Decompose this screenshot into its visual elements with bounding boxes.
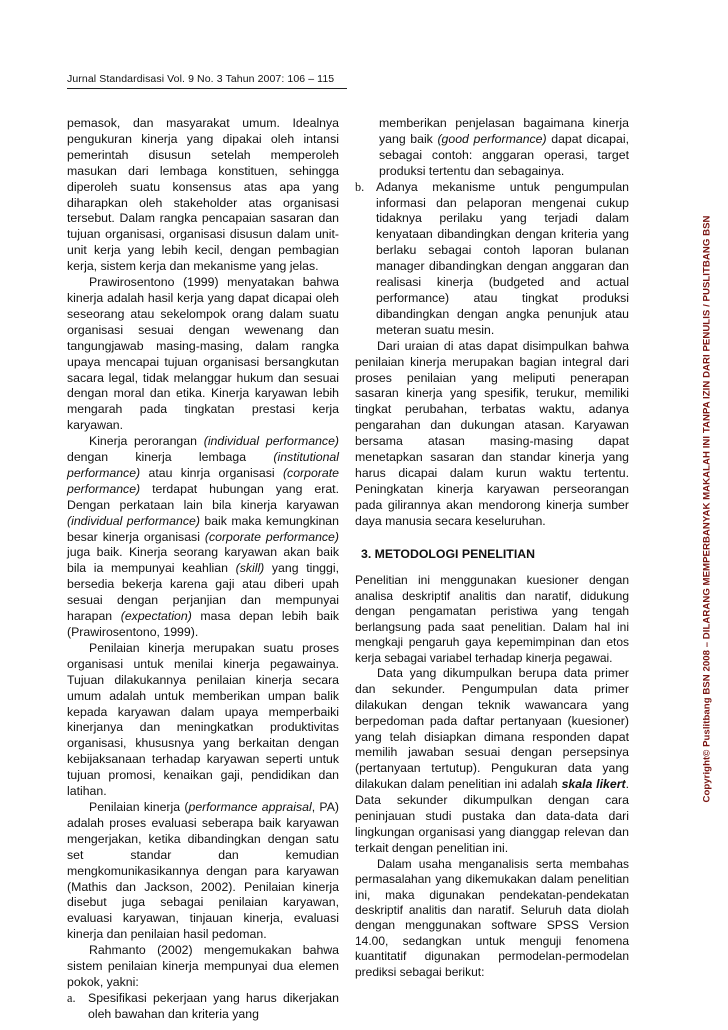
paragraph-rahmanto: Rahmanto (2002) mengemukakan bahwa sistem penilaian kinerja mempunyai dua elemen pokok, yakni: — [67, 943, 339, 989]
paragraph-stakeholder: pemasok, dan masyarakat umum. Idealnya pengukuran kinerja yang dipakai oleh intansi pemerintah disusun setelah memperoleh masukan dari lembaga konstituen, sehingga diperoleh suatu konsensus atas apa yang diharapkan oleh stakeholder atas organisasi tersebut. Dalam rangka pencapaian sasaran dan tujuan organisasi, organisasi disusun dalam unit-unit kerja yang lebih kecil, dengan pembagian kerja, sistem kerja dan mekanisme yang jelas. — [67, 116, 339, 274]
list-item-a-continued: memberikan penjelasan bagaimana kinerja yang baik (good performance) dapat dicapai, sebagai contoh: anggaran operasi, target produksi tertentu dan sebagainya. — [379, 116, 629, 178]
copyright-side-text: Copyright© Puslitbang BSN 2008 – DILARANG MEMPERBANYAK MAKALAH INI TANPA IZIN DARI PENULIS / PUSLITBANG BSN — [701, 215, 713, 803]
list-item-b-text: Adanya mekanisme untuk pengumpulan informasi dan pelaporan mengenai cukup tidaknya perilaku yang terjadi dalam kenyataan dibandingkan dengan kriteria yang berlaku sebagai contoh laporan bulanan manager dibandingkan dengan anggaran dan realisasi kinerja (budgeted and actual performance) atau tingkat produksi dibandingkan dengan angka penunjuk atau meteran suatu mesin. — [376, 179, 629, 337]
list-item-a — [67, 991, 339, 1023]
paragraph-penilaian-kinerja: Penilaian kinerja merupakan suatu proses organisasi untuk menilai kinerja pegawainya. Tujuan dilakukannya penilaian kinerja secara umum adalah untuk memberikan umpan balik kepada karyawan dalam upaya memperbaiki kinerjanya dan meningkatkan produktivitas organisasi, khususnya yang berkaitan dengan kebijaksanaan terhadap karyawan seperti untuk tujuan promosi, kenaikan gaji, pendidikan dan latihan. — [67, 640, 339, 799]
copyright-side-notice — [700, 154, 714, 864]
list-marker-a: a. — [67, 990, 76, 1005]
paragraph-method: Penelitian ini menggunakan kuesioner dengan analisa deskriptif analitis dan naratif, didukung dengan pengamatan peristiwa yang tengah berlangsung pada saat penelitian. Dalam hal ini mengkaji pengaruh gaya kepemimpinan dan etos kerja sebagai variabel terhadap kinerja pegawai. — [355, 573, 629, 665]
list-marker-b: b. — [355, 179, 365, 194]
paragraph-summary: Dari uraian di atas dapat disimpulkan bahwa penilaian kinerja merupakan bagian integral dari proses penilaian yang meliputi penerapan sasaran kinerja yang spesifik, terukur, memiliki tingkat perubahan, terbatas waktu, adanya pengarahan dan dukungan atasan. Karyawan bersama atasan masing-masing dapat menetapkan sasaran dan standar kinerja yang harus dicapai dalam kurun waktu tertentu. Peningkatan kinerja karyawan perseorangan pada gilirannya akan mendorong kinerja sumber daya manusia secara keseluruhan. — [355, 338, 629, 528]
paragraph-analysis: Dalam usaha menganalisis serta membahas permasalahan yang dikemukakan dalam penelitian ini, maka digunakan pendekatan-pendekatan deskriptif analitis dan naratif. Seluruh data diolah dengan menggunakan software SPSS Version 14.00, sedangkan untuk menguji fenomena kuantitatif digunakan permodelan-permodelan prediksi sebagai berikut: — [355, 856, 629, 979]
left-column — [67, 116, 339, 1023]
paragraph-performance-appraisal: Penilaian kinerja (performance appraisal, PA) adalah proses evaluasi seberapa baik karyawan mengerjakan, ketika dibandingkan dengan satu set standar dan kemudian mengkomunikasikannya dengan para karyawan (Mathis dan Jackson, 2002). Penilaian kinerja disebut juga sebagai penilaian karyawan, evaluasi karyawan, tinjauan kinerja, evaluasi kinerja dan penilaian hasil pedoman. — [67, 799, 339, 942]
list-item-a-text: Spesifikasi pekerjaan yang harus dikerjakan oleh bawahan dan kriteria yang — [88, 990, 339, 1021]
paragraph-kinerja-perorangan: Kinerja perorangan (individual performance) dengan kinerja lembaga (institutional performance) atau kinrja organisasi (corporate performance) terdapat hubungan yang erat. Dengan perkataan lain bila kinerja karyawan (individual performance) baik maka kemungkinan besar kinerja organisasi (corporate performance) juga baik. Kinerja seorang karyawan akan baik bila ia mempunyai keahlian (skill) yang tinggi, bersedia bekerja karena gaji atau diberi upah sesuai dengan perjanjian dan mempunyai harapan (expectation) masa depan lebih baik (Prawirosentono, 1999). — [67, 434, 340, 639]
list-item-b — [355, 180, 629, 339]
header-rule — [67, 88, 347, 89]
paragraph-data-collection: Data yang dikumpulkan berupa data primer dan sekunder. Pengumpulan data primer dilakukan dengan teknik wawancara yang berpedoman pada daftar pertanyaan (kuesioner) yang telah disiapkan dimana responden dapat memilih jawaban sesuai dengan persepsinya (pertanyaan tertutup). Pengukuran data yang dilakukan dalam penelitian ini adalah skala likert. Data sekunder dikumpulkan dengan cara peninjauan studi pustaka dan data-data dari lingkungan organisasi yang dianggap relevan dan terkait dengan penelitian ini. — [355, 665, 629, 855]
section-heading: 3. METODOLOGI PENELITIAN — [361, 546, 535, 561]
right-column — [355, 116, 629, 980]
journal-header: Jurnal Standardisasi Vol. 9 No. 3 Tahun 2007: 106 – 115 — [67, 73, 335, 85]
paragraph-prawirosentono: Prawirosentono (1999) menyatakan bahwa kinerja adalah hasil kerja yang dapat dicapai oleh seseorang atau sekelompok orang dalam suatu organisasi sesuai dengan wewenang dan tangungjawab masing-masing, dalam rangka upaya mencapai tujuan organisasi bersangkutan sacara legal, tidak melanggar hukum dan sesuai dengan moral dan etika. Kinerja karyawan lebih mengarah pada tingkatan prestasi kerja karyawan. — [67, 275, 339, 433]
